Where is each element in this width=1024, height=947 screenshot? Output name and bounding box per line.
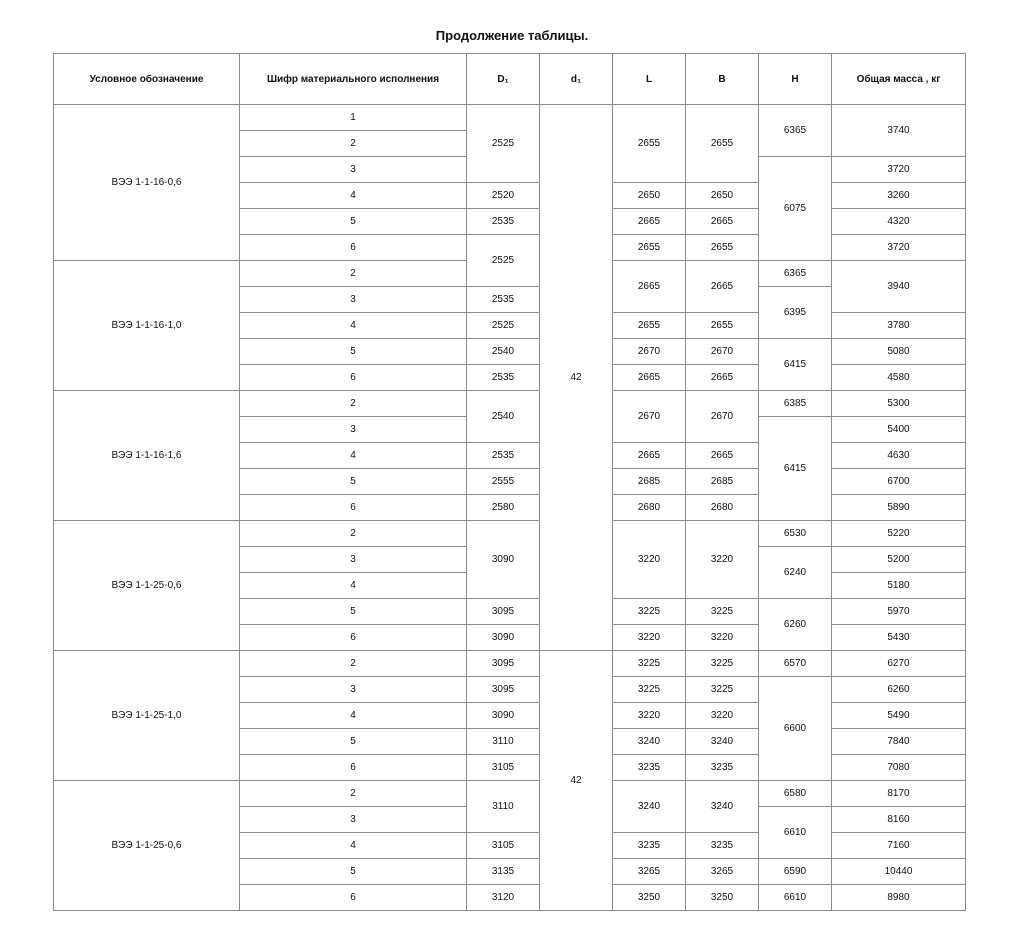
material-cell: 3 — [240, 677, 467, 703]
l-cell: 3220 — [613, 703, 686, 729]
d1-outer-cell: 2540 — [467, 339, 540, 365]
d1-outer-cell: 3090 — [467, 521, 540, 599]
l-cell: 3220 — [613, 625, 686, 651]
b-cell: 3265 — [686, 859, 759, 885]
mass-cell: 4320 — [832, 209, 966, 235]
material-cell: 3 — [240, 807, 467, 833]
l-cell: 3265 — [613, 859, 686, 885]
l-cell: 2670 — [613, 339, 686, 365]
b-cell: 3220 — [686, 703, 759, 729]
mass-cell: 5080 — [832, 339, 966, 365]
d1-outer-cell: 3090 — [467, 625, 540, 651]
material-cell: 5 — [240, 469, 467, 495]
b-cell: 2680 — [686, 495, 759, 521]
material-cell: 5 — [240, 729, 467, 755]
h-cell: 6240 — [759, 547, 832, 599]
material-cell: 6 — [240, 365, 467, 391]
mass-cell: 5400 — [832, 417, 966, 443]
b-cell: 3235 — [686, 833, 759, 859]
l-cell: 2650 — [613, 183, 686, 209]
data-table — [53, 53, 966, 911]
b-cell: 2665 — [686, 365, 759, 391]
d1-outer-cell: 3095 — [467, 599, 540, 625]
h-cell: 6415 — [759, 339, 832, 391]
table-row — [54, 651, 966, 677]
material-cell: 4 — [240, 183, 467, 209]
l-cell: 3220 — [613, 521, 686, 599]
material-cell: 6 — [240, 235, 467, 261]
table-row — [54, 521, 966, 547]
d1-outer-cell: 3135 — [467, 859, 540, 885]
material-cell: 3 — [240, 417, 467, 443]
h-cell: 6075 — [759, 157, 832, 261]
mass-cell: 8160 — [832, 807, 966, 833]
mass-cell: 3940 — [832, 261, 966, 313]
b-cell: 2655 — [686, 235, 759, 261]
d1-outer-cell: 2535 — [467, 209, 540, 235]
h-cell: 6580 — [759, 781, 832, 807]
d1-outer-cell: 2555 — [467, 469, 540, 495]
material-cell: 6 — [240, 495, 467, 521]
d1-outer-cell: 2535 — [467, 443, 540, 469]
b-cell: 2655 — [686, 313, 759, 339]
d1-outer-cell: 2525 — [467, 105, 540, 183]
material-cell: 4 — [240, 443, 467, 469]
l-cell: 2655 — [613, 313, 686, 339]
header-h: H — [759, 54, 832, 105]
designation-cell: ВЭЭ 1-1-25-0,6 — [54, 521, 240, 651]
l-cell: 2685 — [613, 469, 686, 495]
mass-cell: 3780 — [832, 313, 966, 339]
material-cell: 4 — [240, 703, 467, 729]
material-cell: 5 — [240, 599, 467, 625]
l-cell: 2665 — [613, 365, 686, 391]
l-cell: 3240 — [613, 729, 686, 755]
header-d1-inner: d₁ — [540, 54, 613, 105]
mass-cell: 7080 — [832, 755, 966, 781]
l-cell: 2670 — [613, 391, 686, 443]
h-cell: 6600 — [759, 677, 832, 781]
material-cell: 5 — [240, 339, 467, 365]
material-cell: 6 — [240, 885, 467, 911]
l-cell: 2665 — [613, 209, 686, 235]
mass-cell: 3720 — [832, 157, 966, 183]
d1-outer-cell: 2540 — [467, 391, 540, 443]
header-l: L — [613, 54, 686, 105]
l-cell: 2680 — [613, 495, 686, 521]
material-cell: 3 — [240, 547, 467, 573]
mass-cell: 10440 — [832, 859, 966, 885]
designation-cell: ВЭЭ 1-1-16-1,6 — [54, 391, 240, 521]
page-title: Продолжение таблицы. — [435, 28, 589, 43]
designation-cell: ВЭЭ 1-1-25-1,0 — [54, 651, 240, 781]
d1-outer-cell: 3120 — [467, 885, 540, 911]
d1-outer-cell: 3095 — [467, 677, 540, 703]
b-cell: 2665 — [686, 443, 759, 469]
mass-cell: 8170 — [832, 781, 966, 807]
h-cell: 6385 — [759, 391, 832, 417]
d1-outer-cell: 3105 — [467, 755, 540, 781]
b-cell: 2650 — [686, 183, 759, 209]
table-row — [54, 391, 966, 417]
mass-cell: 3260 — [832, 183, 966, 209]
d1-outer-cell: 2535 — [467, 287, 540, 313]
d1-inner-cell: 42 — [540, 651, 613, 911]
l-cell: 3240 — [613, 781, 686, 833]
l-cell: 3225 — [613, 651, 686, 677]
d1-outer-cell: 2520 — [467, 183, 540, 209]
b-cell: 3240 — [686, 781, 759, 833]
material-cell: 5 — [240, 859, 467, 885]
material-cell: 2 — [240, 651, 467, 677]
b-cell: 3225 — [686, 651, 759, 677]
b-cell: 3235 — [686, 755, 759, 781]
mass-cell: 5970 — [832, 599, 966, 625]
header-mass: Общая масса , кг — [832, 54, 966, 105]
d1-outer-cell: 3090 — [467, 703, 540, 729]
l-cell: 2655 — [613, 235, 686, 261]
header-d1-outer: D₁ — [467, 54, 540, 105]
d1-inner-cell: 42 — [540, 105, 613, 651]
table-row — [54, 105, 966, 131]
designation-cell: ВЭЭ 1-1-25-0,6 — [54, 781, 240, 911]
header-b: B — [686, 54, 759, 105]
mass-cell: 8980 — [832, 885, 966, 911]
material-cell: 2 — [240, 391, 467, 417]
h-cell: 6365 — [759, 105, 832, 157]
l-cell: 2655 — [613, 105, 686, 183]
material-cell: 3 — [240, 287, 467, 313]
d1-outer-cell: 2525 — [467, 235, 540, 287]
mass-cell: 3720 — [832, 235, 966, 261]
material-cell: 4 — [240, 833, 467, 859]
d1-outer-cell: 3110 — [467, 781, 540, 833]
h-cell: 6530 — [759, 521, 832, 547]
mass-cell: 5430 — [832, 625, 966, 651]
mass-cell: 7160 — [832, 833, 966, 859]
l-cell: 3250 — [613, 885, 686, 911]
d1-outer-cell: 2525 — [467, 313, 540, 339]
b-cell: 3240 — [686, 729, 759, 755]
h-cell: 6610 — [759, 807, 832, 859]
mass-cell: 5300 — [832, 391, 966, 417]
h-cell: 6395 — [759, 287, 832, 339]
b-cell: 3220 — [686, 521, 759, 599]
b-cell: 3220 — [686, 625, 759, 651]
material-cell: 2 — [240, 781, 467, 807]
h-cell: 6590 — [759, 859, 832, 885]
b-cell: 3250 — [686, 885, 759, 911]
d1-outer-cell: 3110 — [467, 729, 540, 755]
l-cell: 2665 — [613, 261, 686, 313]
l-cell: 3235 — [613, 833, 686, 859]
material-cell: 2 — [240, 131, 467, 157]
material-cell: 5 — [240, 209, 467, 235]
material-cell: 3 — [240, 157, 467, 183]
mass-cell: 4580 — [832, 365, 966, 391]
mass-cell: 5180 — [832, 573, 966, 599]
l-cell: 3225 — [613, 677, 686, 703]
designation-cell: ВЭЭ 1-1-16-0,6 — [54, 105, 240, 261]
b-cell: 2670 — [686, 391, 759, 443]
header-material-code: Шифр материального исполнения — [240, 54, 467, 105]
d1-outer-cell: 3105 — [467, 833, 540, 859]
b-cell: 2665 — [686, 261, 759, 313]
mass-cell: 6260 — [832, 677, 966, 703]
l-cell: 3225 — [613, 599, 686, 625]
h-cell: 6260 — [759, 599, 832, 651]
b-cell: 2685 — [686, 469, 759, 495]
b-cell: 3225 — [686, 599, 759, 625]
mass-cell: 5490 — [832, 703, 966, 729]
material-cell: 6 — [240, 755, 467, 781]
d1-outer-cell: 2535 — [467, 365, 540, 391]
mass-cell: 3740 — [832, 105, 966, 157]
mass-cell: 5220 — [832, 521, 966, 547]
material-cell: 1 — [240, 105, 467, 131]
material-cell: 4 — [240, 573, 467, 599]
l-cell: 3235 — [613, 755, 686, 781]
b-cell: 3225 — [686, 677, 759, 703]
material-cell: 6 — [240, 625, 467, 651]
h-cell: 6610 — [759, 885, 832, 911]
mass-cell: 4630 — [832, 443, 966, 469]
d1-outer-cell: 2580 — [467, 495, 540, 521]
designation-cell: ВЭЭ 1-1-16-1,0 — [54, 261, 240, 391]
header-designation: Условное обозначение — [54, 54, 240, 105]
b-cell: 2655 — [686, 105, 759, 183]
b-cell: 2670 — [686, 339, 759, 365]
table-row — [54, 781, 966, 807]
h-cell: 6415 — [759, 417, 832, 521]
header-row — [54, 54, 966, 105]
h-cell: 6365 — [759, 261, 832, 287]
d1-outer-cell: 3095 — [467, 651, 540, 677]
material-cell: 2 — [240, 521, 467, 547]
material-cell: 4 — [240, 313, 467, 339]
mass-cell: 6700 — [832, 469, 966, 495]
b-cell: 2665 — [686, 209, 759, 235]
l-cell: 2665 — [613, 443, 686, 469]
mass-cell: 5200 — [832, 547, 966, 573]
mass-cell: 7840 — [832, 729, 966, 755]
material-cell: 2 — [240, 261, 467, 287]
h-cell: 6570 — [759, 651, 832, 677]
mass-cell: 5890 — [832, 495, 966, 521]
mass-cell: 6270 — [832, 651, 966, 677]
